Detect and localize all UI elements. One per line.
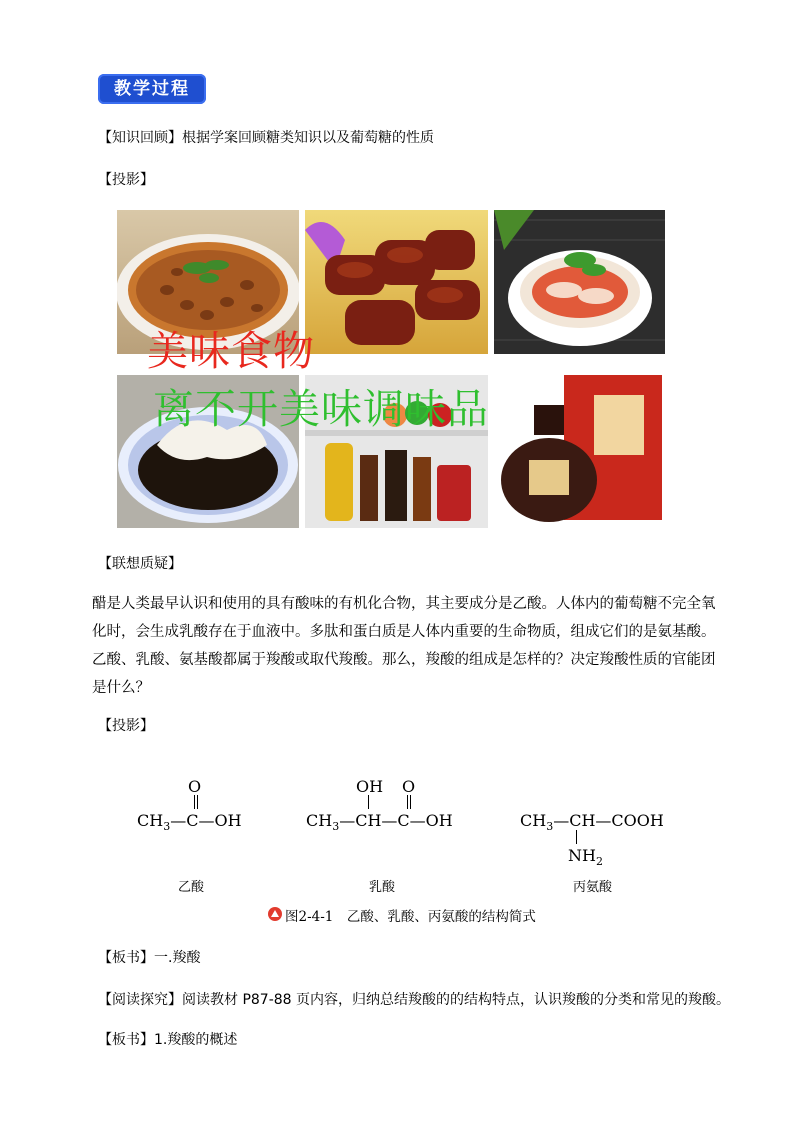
association-title: 【联想质疑】	[98, 556, 182, 572]
paragraph-line: 是什么？	[92, 680, 150, 696]
knowledge-review: 【知识回顾】根据学案回顾糖类知识以及葡萄糖的性质	[98, 130, 434, 146]
overlay-text-red: 美味食物	[147, 327, 315, 375]
food-photo-grid	[117, 210, 665, 528]
triangle-icon	[268, 907, 282, 921]
wine-jar-photo	[494, 375, 665, 528]
paragraph-line: 化时，会生成乳酸存在于血液中。多肽和蛋白质是人体内重要的生命物质，组成它们的是氨基酸。	[92, 624, 716, 640]
reading-inquiry: 【阅读探究】阅读教材 P87-88 页内容，归纳总结羧酸的的结构特点，认识羧酸的分类和常见的羧酸。	[98, 992, 731, 1008]
projection-label-2: 【投影】	[98, 718, 154, 734]
overlay-text-green: 离不开美味调味品	[153, 385, 489, 433]
paragraph-line: 乙酸、乳酸、氨基酸都属于羧酸或取代羧酸。那么，羧酸的组成是怎样的？决定羧酸性质的官能团	[92, 652, 716, 668]
paragraph-line: 醋是人类最早认识和使用的具有酸味的有机化合物，其主要成分是乙酸。人体内的葡萄糖不完全氧	[92, 596, 716, 612]
acetic-acid-label: 乙酸	[178, 880, 205, 895]
section-badge: 教学过程	[98, 74, 206, 104]
alanine-label: 丙氨酸	[573, 880, 613, 895]
association-paragraph	[92, 590, 716, 702]
ribs-photo	[305, 210, 488, 354]
projection-label-1: 【投影】	[98, 172, 154, 188]
board-writing-1: 【板书】一.羧酸	[98, 950, 201, 966]
noodle-photo	[494, 210, 665, 354]
lactic-acid-label: 乳酸	[369, 880, 396, 895]
board-writing-2: 【板书】1.羧酸的概述	[98, 1032, 238, 1048]
figure-caption: 图2-4-1 乙酸、乳酸、丙氨酸的结构简式	[285, 909, 536, 925]
